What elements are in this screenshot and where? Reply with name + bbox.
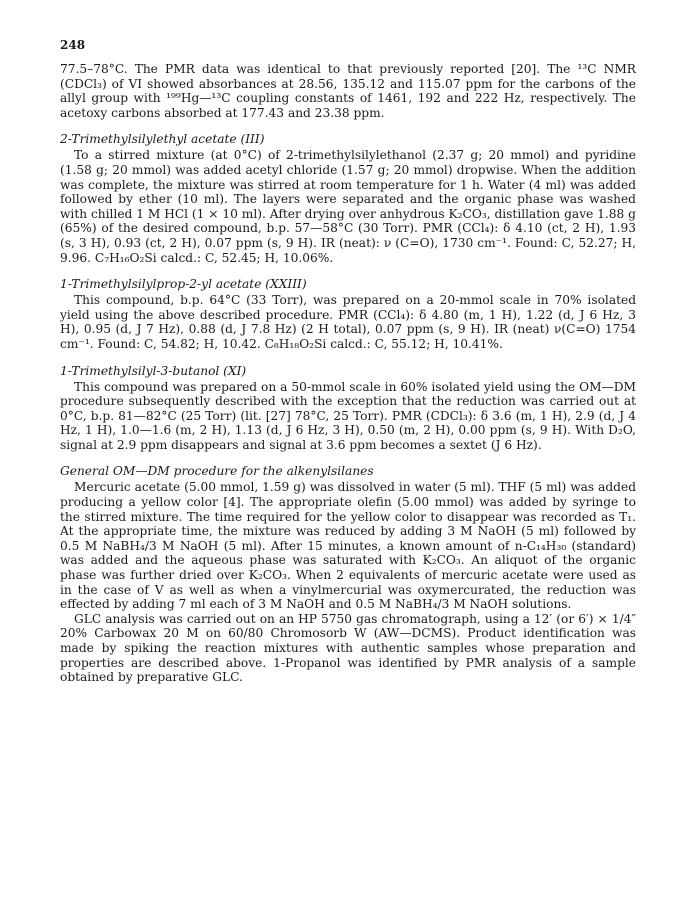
section-paragraph: This compound, b.p. 64°C (33 Torr), was prepared on a 20-mmol scale in 70% isolated yield using the above described procedure. PMR (CCl₄): δ 4.80 (m, 1 H), 1.22 (d, J 6 Hz, 3 H), 0.95 (d, J 7 Hz), 0.88 (d, J 7.8 Hz) (2 H total), 0.07 ppm (s, 9 H). IR (neat) ν(C=O) 1754 cm⁻¹. Found: C, 54.82; H, 10.42. C₈H₁₈O₂Si calcd.: C, 55.12; H, 10.41%. (60, 293, 636, 351)
intro-paragraph: 77.5–78°C. The PMR data was identical to that previously reported [20]. The ¹³C NMR (CDCl₃) of VI showed absorbances at 28.56, 135.12 and 115.07 ppm for the carbons of the allyl group with ¹⁹⁹Hg—¹³C coupling constants of 1461, 192 and 222 Hz, respectively. The acetoxy carbons absorbed at 177.43 and 23.38 ppm. (60, 62, 636, 120)
section-paragraph: To a stirred mixture (at 0°C) of 2-trimethylsilylethanol (2.37 g; 20 mmol) and pyridine (1.58 g; 20 mmol) was added acetyl chloride (1.57 g; 20 mmol) dropwise. When the addition was complete, the mixture was stirred at room temperature for 1 h. Water (4 ml) was added followed by ether (10 ml). The layers were separated and the organic phase was washed with chilled 1 M HCl (1 × 10 ml). After drying over anhydrous K₂CO₃, distillation gave 1.88 g (65%) of the desired compound, b.p. 57—58°C (30 Torr). PMR (CCl₄): δ 4.10 (ct, 2 H), 1.93 (s, 3 H), 0.93 (ct, 2 H), 0.07 ppm (s, 9 H). IR (neat): ν (C=O), 1730 cm⁻¹. Found: C, 52.27; H, 9.96. C₇H₁₆O₂Si calcd.: C, 52.45; H, 10.06%. (60, 148, 636, 265)
section-trimethylsilyl-butanol (60, 364, 636, 453)
page-number: 248 (60, 38, 86, 52)
section-heading: 1-Trimethylsilylprop-2-yl acetate (XXIII) (60, 277, 307, 292)
section-trimethylsilylpropyl-acetate (60, 277, 636, 351)
section-trimethylsilylethyl-acetate (60, 132, 636, 265)
section-general-om-dm-procedure (60, 464, 636, 684)
section-heading: 2-Trimethylsilylethyl acetate (III) (60, 132, 265, 147)
section-paragraph: Mercuric acetate (5.00 mmol, 1.59 g) was dissolved in water (5 ml). THF (5 ml) was added producing a yellow color [4]. The appropriate olefin (5.00 mmol) was added by syringe to the stirred mixture. The time required for the yellow color to disappear was recorded as T₁. At the appropriate time, the mixture was reduced by adding 3 M NaOH (5 ml) followed by 0.5 M NaBH₄/3 M NaOH (5 ml). After 15 minutes, a known amount of n-C₁₄H₃₀ (standard) was added and the aqueous phase was saturated with K₂CO₃. An aliquot of the organic phase was further dried over K₂CO₃. When 2 equivalents of mercuric acetate were used as in the case of V as well as when a vinylmercurial was oxymercurated, the reduction was effected by adding 7 ml each of 3 M NaOH and 0.5 M NaBH₄/3 M NaOH solutions. (60, 480, 636, 612)
section-paragraph: This compound was prepared on a 50-mmol scale in 60% isolated yield using the OM—DM procedure subsequently described with the exception that the reduction was carried out at 0°C, b.p. 81—82°C (25 Torr) (lit. [27] 78°C, 25 Torr). PMR (CDCl₃): δ 3.6 (m, 1 H), 2.9 (d, J 4 Hz, 1 H), 1.0—1.6 (m, 2 H), 1.13 (d, J 6 Hz, 3 H), 0.50 (m, 2 H), 0.00 ppm (s, 9 H). With D₂O, signal at 2.9 ppm disappears and signal at 3.6 ppm becomes a sextet (J 6 Hz). (60, 379, 636, 452)
section-heading: General OM—DM procedure for the alkenylsilanes (60, 464, 374, 479)
journal-page (60, 38, 636, 685)
section-paragraph: GLC analysis was carried out on an HP 5750 gas chromatograph, using a 12′ (or 6′) × 1/4″ 20% Carbowax 20 M on 60/80 Chromosorb W (AW—DCMS). Product identification was made by spiking the reaction mixtures with authentic samples whose preparation and properties are described above. 1-Propanol was identified by PMR analysis of a sample obtained by preparative GLC. (60, 611, 636, 685)
section-heading: 1-Trimethylsilyl-3-butanol (XI) (60, 363, 247, 378)
